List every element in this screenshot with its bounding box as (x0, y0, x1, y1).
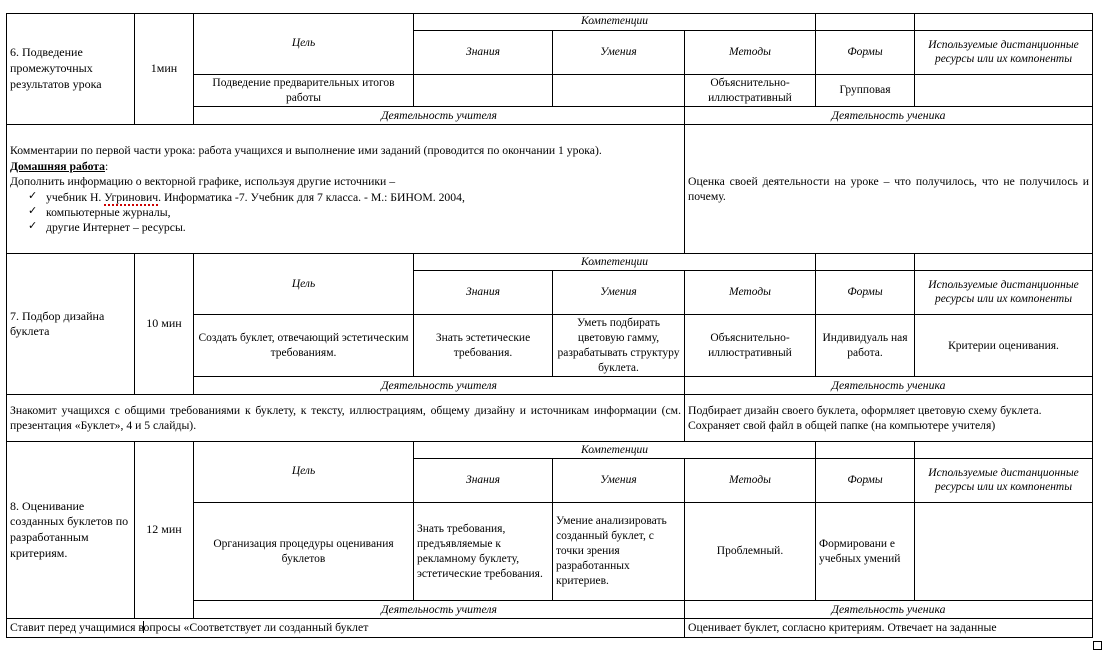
goal-value: Создать буклет, отвечающий эстетическим требованиям. (194, 315, 414, 377)
header-forms: Формы (816, 31, 915, 75)
header-knowledge: Знания (414, 271, 553, 315)
resources-value (915, 503, 1093, 601)
skills-value: Умение анализировать созданный буклет, с точки зрения разработанных критериев. (553, 503, 685, 601)
knowledge-value: Знать эстетические требования. (414, 315, 553, 377)
header-resources: Используемые дистанционные ресурсы или их компоненты (915, 271, 1093, 315)
header-goal: Цель (194, 442, 414, 503)
stage-time-cell: 10 мин (135, 254, 194, 395)
spellcheck-word: Угринович (104, 190, 159, 204)
document-page (0, 13, 1107, 669)
homework-colon: : (105, 159, 109, 173)
list-item (28, 190, 681, 205)
teacher-activity-cell (7, 619, 685, 637)
header-skills: Умения (553, 31, 685, 75)
teacher-text-part-2: опросы «Соответствует ли созданный буклет (143, 621, 369, 635)
item-text-before: учебник Н. (46, 190, 105, 204)
student-line-1: Подбирает дизайн своего буклета, оформляет цветовую схему буклета. (688, 403, 1042, 417)
header-forms: Формы (816, 459, 915, 503)
homework-source-list (10, 190, 681, 236)
header-teacher-activity: Деятельность учителя (194, 107, 685, 125)
table-row (7, 395, 1093, 442)
student-activity-cell (685, 395, 1093, 442)
header-teacher-activity: Деятельность учителя (194, 377, 685, 395)
stage-name-cell: 6. Подведение промежуточных результатов урока (7, 14, 135, 125)
methods-value: Объяснительно-иллюстративный (685, 75, 816, 107)
student-activity-cell: Оценивает буклет, согласно критериям. Отвечает на заданные (685, 619, 1093, 637)
spacer-resources (915, 254, 1093, 271)
table-row (7, 442, 1093, 459)
lesson-plan-table (6, 13, 1093, 638)
header-methods: Методы (685, 271, 816, 315)
stage-name-cell: 8. Оценивание созданных буклетов по разработанным критериям. (7, 442, 135, 619)
table-row (7, 125, 1093, 254)
knowledge-value (414, 75, 553, 107)
check-icon: ✓ (28, 220, 38, 233)
header-competencies: Компетенции (414, 442, 816, 459)
list-item (28, 220, 681, 235)
spacer-resources (915, 442, 1093, 459)
homework-heading (10, 159, 681, 174)
header-resources: Используемые дистанционные ресурсы или их компоненты (915, 459, 1093, 503)
header-resources: Используемые дистанционные ресурсы или их компоненты (915, 31, 1093, 75)
knowledge-value: Знать требования, предъявляемые к рекламному буклету, эстетические требования. (414, 503, 553, 601)
header-teacher-activity: Деятельность учителя (194, 601, 685, 619)
homework-label: Домашняя работа (10, 159, 106, 173)
resources-value (915, 75, 1093, 107)
forms-value: Формировани е учебных умений (816, 503, 915, 601)
header-student-activity: Деятельность ученика (685, 377, 1093, 395)
header-student-activity: Деятельность ученика (685, 601, 1093, 619)
header-competencies: Компетенции (414, 14, 816, 31)
page-end-marker (1093, 641, 1102, 650)
table-row (7, 619, 1093, 637)
check-icon: ✓ (28, 204, 38, 217)
student-activity-cell: Оценка своей деятельности на уроке – что получилось, что не получилось и почему. (685, 125, 1093, 254)
forms-value: Индивидуаль ная работа. (816, 315, 915, 377)
header-methods: Методы (685, 459, 816, 503)
teacher-activity-text (10, 620, 681, 635)
skills-value (553, 75, 685, 107)
header-skills: Умения (553, 271, 685, 315)
goal-value: Организация процедуры оценивания буклетов (194, 503, 414, 601)
methods-value: Проблемный. (685, 503, 816, 601)
item-text-after: . Информатика -7. Учебник для 7 класса. - М.: БИНОМ. 2004, (158, 190, 465, 204)
teacher-activity-cell: Знакомит учащихся с общими требованиями к буклету, к тексту, иллюстрациям, общему дизайну и источникам информации (см. презентация «Буклет», 4 и 5 слайды). (7, 395, 685, 442)
header-goal: Цель (194, 254, 414, 315)
header-goal: Цель (194, 14, 414, 75)
header-student-activity: Деятельность ученика (685, 107, 1093, 125)
student-line-2: Сохраняет свой файл в общей папке (на компьютере учителя) (688, 419, 996, 433)
header-skills: Умения (553, 459, 685, 503)
stage-time-cell: 1мин (135, 14, 194, 125)
stage-time-cell: 12 мин (135, 442, 194, 619)
header-competencies: Компетенции (414, 254, 816, 271)
skills-value: Уметь подбирать цветовую гамму, разрабатывать структуру буклета. (553, 315, 685, 377)
spacer-forms (816, 14, 915, 31)
methods-value: Объяснительно-иллюстративный (685, 315, 816, 377)
teacher-text-part-1: Ставит перед учащимися в (10, 621, 144, 635)
table-row (7, 14, 1093, 31)
table-row (7, 254, 1093, 271)
item-text: компьютерные журналы, (46, 205, 171, 219)
header-methods: Методы (685, 31, 816, 75)
goal-value: Подведение предварительных итогов работы (194, 75, 414, 107)
spacer-resources (915, 14, 1093, 31)
header-knowledge: Знания (414, 459, 553, 503)
stage-name-cell: 7. Подбор дизайна буклета (7, 254, 135, 395)
list-item (28, 205, 681, 220)
item-text: другие Интернет – ресурсы. (46, 221, 186, 235)
teacher-paragraph-1: Комментарии по первой части урока: работа учащихся и выполнение ими заданий (проводится по окончании 1 урока). (10, 144, 602, 158)
spacer-forms (816, 254, 915, 271)
teacher-activity-cell (7, 125, 685, 254)
header-knowledge: Знания (414, 31, 553, 75)
spacer-forms (816, 442, 915, 459)
forms-value: Групповая (816, 75, 915, 107)
teacher-paragraph-2: Дополнить информацию о векторной графике, используя другие источники – (10, 175, 396, 189)
check-icon: ✓ (28, 189, 38, 202)
resources-value: Критерии оценивания. (915, 315, 1093, 377)
header-forms: Формы (816, 271, 915, 315)
